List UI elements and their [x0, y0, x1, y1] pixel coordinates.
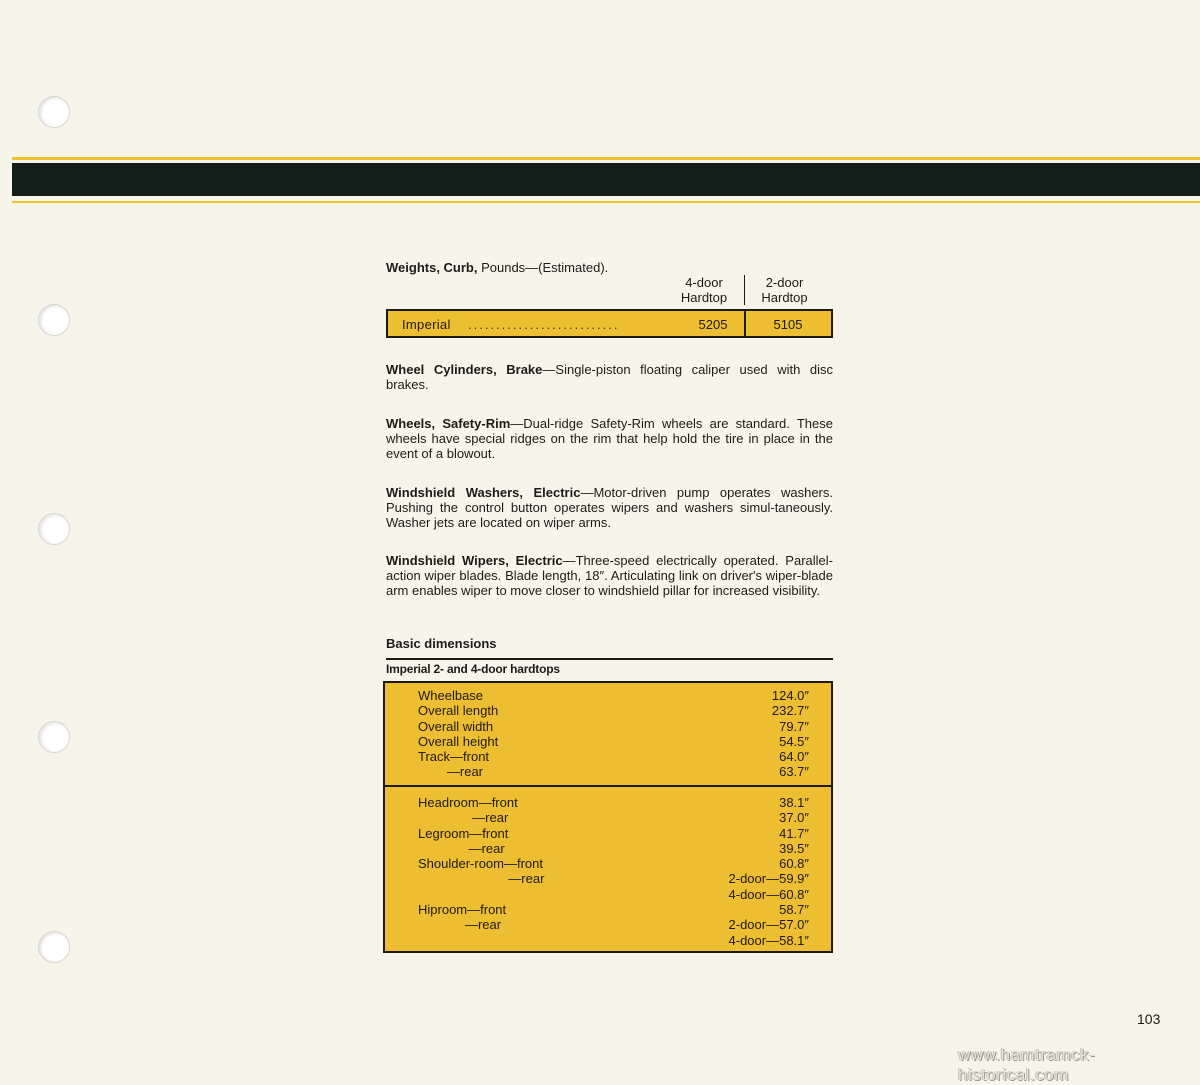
- dimensions-table: [383, 681, 833, 953]
- basic-dimensions-heading: Basic dimensions: [386, 636, 497, 651]
- dimension-row: [418, 703, 809, 718]
- dimension-value: 60.8″: [779, 856, 809, 872]
- dimension-label: Shoulder-room—front: [418, 856, 543, 872]
- weights-row-label: Imperial: [402, 317, 451, 332]
- binder-hole: [38, 721, 70, 753]
- dimension-value: 37.0″: [779, 810, 809, 826]
- dimension-value: 2-door—59.9″: [728, 871, 809, 887]
- basic-dimensions-rule: [386, 658, 833, 660]
- weights-heading-bold: Weights, Curb,: [386, 260, 478, 275]
- dimension-row: [418, 933, 809, 948]
- dimension-label: Headroom—front: [418, 795, 518, 810]
- dimension-label: Overall width: [418, 718, 494, 734]
- column-header-4door: [664, 275, 744, 305]
- dimensions-divider: [385, 785, 831, 787]
- dimensions-group-interior: [418, 795, 809, 948]
- weights-value-2door: 5105: [773, 317, 803, 332]
- dimension-row: [418, 749, 809, 764]
- header-rule-top: [12, 157, 1200, 160]
- dimension-row: [418, 887, 809, 902]
- dimension-label: Overall height: [418, 733, 499, 749]
- dimension-value: 54.5″: [779, 733, 809, 749]
- dimension-row: [418, 795, 809, 810]
- dimension-label: —rear: [418, 764, 484, 780]
- column-header-4door-line2: Hardtop: [680, 290, 728, 305]
- dimensions-group-exterior: [418, 688, 809, 780]
- dimension-value: 63.7″: [779, 764, 809, 780]
- dimension-label: —rear: [418, 840, 505, 856]
- dimension-label: —rear: [418, 810, 509, 826]
- header-rule-bottom: [12, 201, 1200, 203]
- dimension-row: [418, 917, 809, 932]
- spec-title: Wheels, Safety-Rim: [386, 416, 511, 431]
- spec-title: Windshield Wipers, Electric: [386, 553, 563, 568]
- spec-text: —Dual-ridge Safety-Rim wheels are standard. These wheels have special ridges on the rim that help hold the tire in place in the event of a blowout.: [386, 416, 833, 461]
- spec-text: —Three-speed electrically operated. Parallel-action wiper blades. Blade length, 18″. Articulating link on driver's wiper-blade arm enables wiper to move closer to windshield pillar for increased visibility.: [386, 553, 833, 598]
- spec-title: Wheel Cylinders, Brake: [386, 362, 543, 377]
- dimension-value: 58.7″: [779, 902, 809, 918]
- dimension-row: [418, 871, 809, 886]
- header-band: [12, 163, 1200, 196]
- dimension-label: Hiproom—front: [418, 902, 507, 918]
- weights-row-leader-dots: ...........................: [468, 317, 620, 332]
- weights-value-4door: 5205: [698, 317, 728, 332]
- dimension-row: [418, 719, 809, 734]
- dimension-value: 79.7″: [779, 718, 809, 734]
- binder-hole: [38, 513, 70, 545]
- watermark: www.hamtramck-historical.com: [958, 1045, 1096, 1084]
- dimension-row: [418, 734, 809, 749]
- dimension-label: —rear: [418, 871, 545, 887]
- weights-table-row: [386, 309, 833, 338]
- dimension-label: Overall length: [418, 703, 499, 719]
- binder-hole: [38, 96, 70, 128]
- dimension-label: Track—front: [418, 749, 490, 765]
- page-number: 103: [1137, 1011, 1161, 1027]
- spec-paragraph-washers: [386, 485, 833, 530]
- dimension-row: [418, 841, 809, 856]
- column-header-2door-line1: 2-door: [765, 275, 804, 290]
- dimension-value: 64.0″: [779, 749, 809, 765]
- weights-heading: [386, 260, 608, 275]
- column-header-4door-line1: 4-door: [685, 275, 723, 290]
- dimension-value: 232.7″: [771, 703, 809, 719]
- dimension-label: Legroom—front: [418, 825, 509, 841]
- dimension-row: [418, 902, 809, 917]
- dimension-value: 124.0″: [771, 688, 809, 703]
- dimension-value: 38.1″: [779, 795, 809, 810]
- dimension-value: 41.7″: [779, 825, 809, 841]
- spec-paragraph-wheel-cylinders: [386, 362, 833, 392]
- spec-text: —Motor-driven pump operates washers. Pushing the control button operates wipers and washers simul-taneously. Washer jets are located on wiper arms.: [386, 485, 833, 530]
- spec-title: Windshield Washers, Electric: [386, 485, 581, 500]
- dimension-label: —rear: [418, 917, 502, 933]
- dimension-value: 39.5″: [779, 840, 809, 856]
- column-header-2door: [744, 275, 824, 305]
- dimension-row: [418, 764, 809, 779]
- binder-hole: [38, 931, 70, 963]
- dimension-value: 4-door—60.8″: [728, 886, 809, 902]
- dimension-label: Wheelbase: [418, 688, 484, 703]
- basic-dimensions-subheading: Imperial 2- and 4-door hardtops: [386, 662, 560, 676]
- column-header-2door-line2: Hardtop: [761, 290, 808, 305]
- weights-heading-rest: Pounds—(Estimated).: [477, 260, 609, 275]
- binder-hole: [38, 304, 70, 336]
- weights-column-divider: [744, 309, 746, 338]
- spec-paragraph-wheels: [386, 416, 833, 461]
- spec-text: —Single-piston floating caliper used with disc brakes.: [386, 362, 834, 392]
- spec-paragraph-wipers: [386, 553, 833, 598]
- dimension-row: [418, 856, 809, 871]
- dimension-value: 4-door—58.1″: [728, 932, 809, 948]
- dimension-row: [418, 826, 809, 841]
- dimension-row: [418, 810, 809, 825]
- dimension-value: 2-door—57.0″: [728, 917, 809, 933]
- dimension-row: [418, 688, 809, 703]
